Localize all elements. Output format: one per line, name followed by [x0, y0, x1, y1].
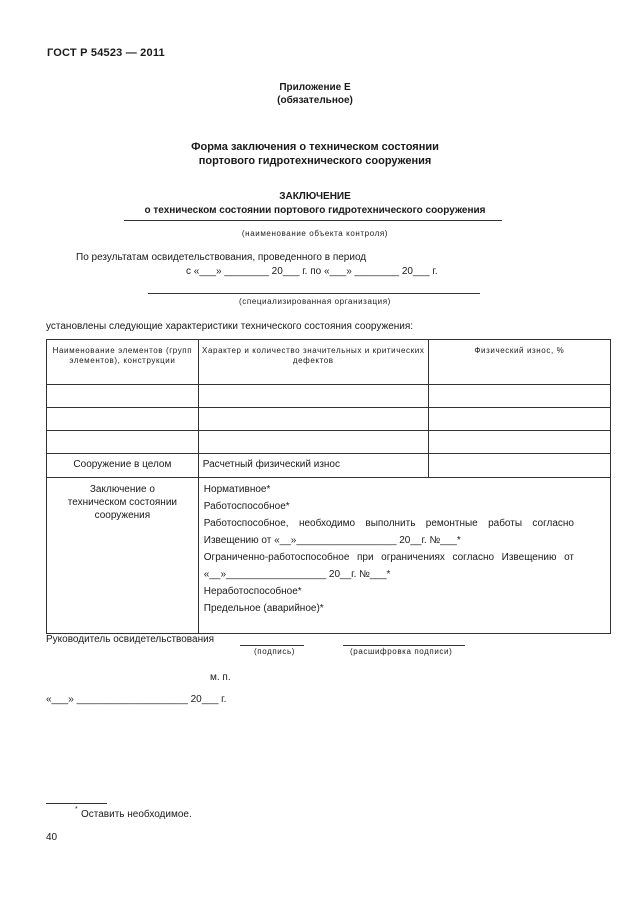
- supervisor-label: Руководитель освидетельствования: [46, 634, 215, 645]
- appendix-status: (обязательное): [277, 95, 353, 106]
- appendix-title: Приложение Е: [279, 82, 351, 93]
- table-cell: [47, 408, 199, 431]
- table-cell: [198, 408, 428, 431]
- option-operable-repair-notice: Извещению от «__»__________________ 20__г. №___*: [203, 535, 461, 546]
- survey-line1: По результатам освидетельствования, проведенного в период: [76, 252, 367, 263]
- table-cell: [198, 431, 428, 454]
- table-row: [47, 385, 611, 408]
- table-cell: [428, 408, 610, 431]
- table-cell: [428, 385, 610, 408]
- conclusion-word: ЗАКЛЮЧЕНИЕ: [279, 191, 351, 202]
- table-cell: [198, 385, 428, 408]
- option-limited-notice: «__»__________________ 20__г. №___*: [203, 569, 391, 580]
- summary-structure: Сооружение в целом: [47, 454, 199, 478]
- object-caption: (наименование объекта контроля): [241, 229, 389, 238]
- conclusion-label: Заключение о техническом состоянии сооружения: [47, 478, 199, 634]
- table-cell: [47, 431, 199, 454]
- option-limited: Ограниченно-работоспособное при ограничениях согласно Извещению от: [203, 552, 574, 563]
- decode-line: [343, 645, 465, 646]
- option-normative: Нормативное*: [203, 484, 271, 495]
- summary-wear-value: [428, 454, 610, 478]
- form-title-line2: портового гидротехнического сооружения: [198, 155, 432, 167]
- header-defects: Характер и количество значительных и критических дефектов: [198, 340, 428, 385]
- decode-caption: (расшифровка подписи): [350, 647, 453, 656]
- table-header-row: [47, 340, 611, 385]
- conclusion-row: [47, 478, 611, 634]
- standard-number: ГОСТ Р 54523 — 2011: [47, 47, 165, 59]
- conclusion-options: [198, 478, 610, 634]
- header-elements: Наименование элементов (групп элементов), конструкции: [47, 340, 199, 385]
- header-wear: Физический износ, %: [428, 340, 610, 385]
- organization-caption: (специализированная организация): [239, 297, 391, 306]
- signature-line: [240, 645, 304, 646]
- survey-line2: с «___» ________ 20___ г. по «___» ________ 20___ г.: [186, 266, 438, 277]
- signature-date: «___» ____________________ 20___ г.: [46, 694, 227, 705]
- organization-line: [148, 293, 480, 294]
- table-cell: [428, 431, 610, 454]
- signature-caption: (подпись): [254, 647, 295, 656]
- option-operable: Работоспособное*: [203, 501, 290, 512]
- table-row: [47, 408, 611, 431]
- footnote-text: Оставить необходимое.: [81, 809, 192, 820]
- intro-text: установлены следующие характеристики технического состояния сооружения:: [46, 321, 414, 332]
- option-emergency: Предельное (аварийное)*: [203, 603, 324, 614]
- summary-row: [47, 454, 611, 478]
- option-inoperable: Неработоспособное*: [203, 586, 302, 597]
- option-operable-repair: Работоспособное, необходимо выполнить ремонтные работы согласно: [203, 518, 574, 529]
- page-number: 40: [46, 832, 58, 843]
- characteristics-table: [46, 339, 611, 634]
- object-name-line: [124, 220, 502, 221]
- footnote-mark: *: [75, 806, 78, 813]
- table-row: [47, 431, 611, 454]
- stamp-mark: м. п.: [210, 672, 231, 683]
- footnote-separator: [46, 803, 107, 804]
- summary-wear-label: Расчетный физический износ: [198, 454, 428, 478]
- form-title-line1: Форма заключения о техническом состоянии: [191, 141, 439, 153]
- conclusion-subtitle: о техническом состоянии портового гидротехнического сооружения: [144, 205, 486, 216]
- table-cell: [47, 385, 199, 408]
